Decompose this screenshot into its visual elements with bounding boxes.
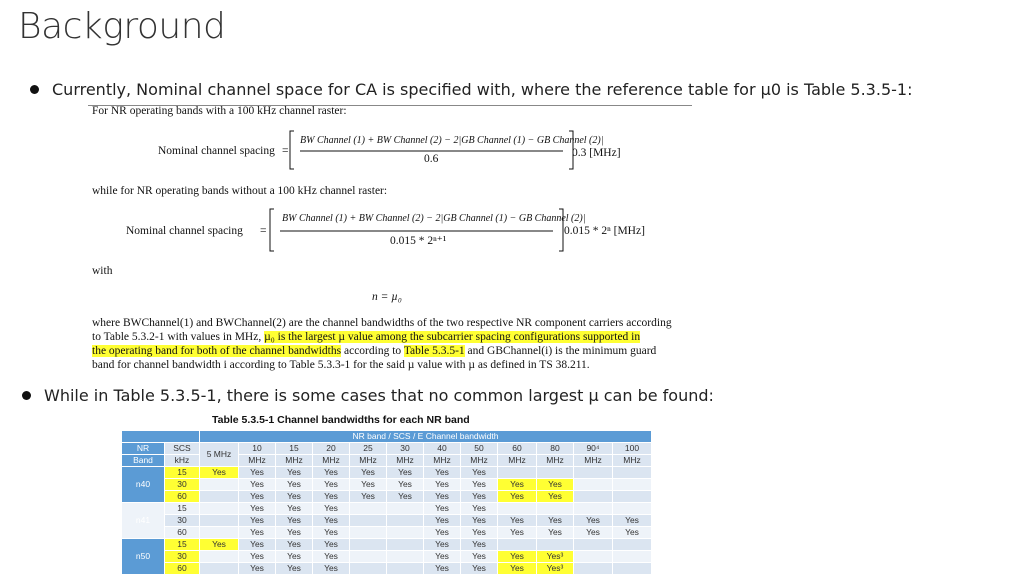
scs-cell: 15 bbox=[165, 539, 200, 551]
bandwidth-cell: Yes bbox=[498, 515, 537, 527]
header-top-2: 5 MHz bbox=[200, 443, 239, 467]
header-top-10: 60 bbox=[498, 443, 537, 455]
bandwidth-cell: Yes bbox=[424, 515, 461, 527]
scs-cell: 15 bbox=[165, 503, 200, 515]
bandwidth-cell: Yes bbox=[461, 551, 498, 563]
slide-title: Background bbox=[18, 6, 226, 47]
bandwidth-cell bbox=[498, 467, 537, 479]
bandwidth-cell bbox=[537, 539, 574, 551]
spec-excerpt-image bbox=[88, 101, 692, 373]
formula-1-label: Nominal channel spacing bbox=[158, 145, 275, 157]
bandwidth-cell: Yes bbox=[313, 563, 350, 575]
where-2a: to Table 5.3.2-1 with values in MHz, bbox=[92, 331, 265, 343]
band-name-cell: n41 bbox=[122, 503, 165, 539]
bandwidth-cell: Yes bbox=[424, 467, 461, 479]
bullet-2-text: While in Table 5.3.5-1, there is some cases that no common largest µ can be found: bbox=[44, 386, 714, 405]
bandwidth-cell: Yes bbox=[498, 527, 537, 539]
bandwidth-cell bbox=[574, 491, 613, 503]
bandwidth-cell: Yes bbox=[276, 503, 313, 515]
bandwidth-cell: Yes bbox=[387, 467, 424, 479]
bandwidth-cell: Yes bbox=[350, 491, 387, 503]
bandwidth-cell bbox=[574, 551, 613, 563]
group-header: NR band / SCS / E Channel bandwidth bbox=[200, 431, 652, 443]
bandwidth-cell: Yes bbox=[313, 491, 350, 503]
bandwidth-cell: Yes bbox=[239, 551, 276, 563]
table-row bbox=[122, 515, 652, 527]
bandwidth-cell: Yes bbox=[424, 491, 461, 503]
formula-1-numerator: BW Channel (1) + BW Channel (2) − 2|GB Channel (1) − GB Channel (2)| bbox=[300, 135, 604, 146]
scs-cell: 30 bbox=[165, 551, 200, 563]
bandwidth-cell bbox=[613, 467, 652, 479]
bandwidth-cell: Yes bbox=[537, 479, 574, 491]
bandwidth-cell: Yes bbox=[424, 563, 461, 575]
bandwidth-cell: Yes bbox=[276, 527, 313, 539]
bandwidth-cell bbox=[387, 503, 424, 515]
where-2b-highlight: µ₀ is the largest µ value among the subcarrier spacing configurations supported in bbox=[264, 331, 641, 343]
bandwidth-cell bbox=[537, 503, 574, 515]
bandwidth-cell bbox=[613, 491, 652, 503]
bandwidth-cell bbox=[574, 467, 613, 479]
bullet-1-text: Currently, Nominal channel space for CA is specified with, where the reference table for µ0 is Table 5.3.5-1: bbox=[52, 80, 913, 99]
bandwidth-cell bbox=[387, 515, 424, 527]
formula-2-tail: 0.015 * 2ⁿ [MHz] bbox=[564, 225, 645, 237]
bandwidth-cell bbox=[200, 479, 239, 491]
bandwidth-cell bbox=[200, 527, 239, 539]
bullet-dot-icon bbox=[30, 85, 39, 94]
bandwidth-cell: Yes bbox=[239, 467, 276, 479]
bandwidth-cell: Yes³ bbox=[537, 563, 574, 575]
bandwidth-cell: Yes bbox=[424, 551, 461, 563]
bandwidth-cell: Yes bbox=[461, 563, 498, 575]
bandwidth-cell: Yes bbox=[461, 527, 498, 539]
header-bottom-5: MHz bbox=[350, 455, 387, 467]
bandwidth-cell: Yes bbox=[461, 467, 498, 479]
scs-cell: 60 bbox=[165, 491, 200, 503]
bandwidth-cell: Yes bbox=[239, 515, 276, 527]
band-name-cell: n40 bbox=[122, 467, 165, 503]
bandwidth-cell: Yes bbox=[313, 515, 350, 527]
bandwidth-cell: Yes bbox=[313, 503, 350, 515]
bandwidth-cell: Yes bbox=[239, 539, 276, 551]
bandwidth-cell: Yes bbox=[461, 479, 498, 491]
bandwidth-cell: Yes bbox=[200, 467, 239, 479]
where-3a-highlight: the operating band for both of the channel bandwidths bbox=[92, 345, 342, 357]
header-top-13: 100 bbox=[613, 443, 652, 455]
where-line-2 bbox=[92, 331, 640, 343]
bandwidth-cell: Yes bbox=[387, 491, 424, 503]
scs-cell: 15 bbox=[165, 467, 200, 479]
header-top-7: 30 bbox=[387, 443, 424, 455]
bandwidth-cell bbox=[498, 503, 537, 515]
bandwidth-cell: Yes bbox=[200, 539, 239, 551]
bandwidth-cell: Yes bbox=[424, 539, 461, 551]
bandwidth-cell: Yes bbox=[498, 491, 537, 503]
excerpt-line-3: with bbox=[92, 265, 113, 277]
table-row bbox=[122, 563, 652, 575]
where-3d: and GBChannel(i) is the minimum guard bbox=[464, 345, 657, 357]
bullet-1 bbox=[30, 80, 912, 99]
where-line-4: band for channel bandwidth i according to Table 5.3.3-1 for the said µ value with µ as defined in TS 38.211. bbox=[92, 359, 590, 371]
bandwidth-cell bbox=[387, 551, 424, 563]
bandwidth-cell bbox=[537, 467, 574, 479]
table-row bbox=[122, 491, 652, 503]
table-row bbox=[122, 467, 652, 479]
bandwidth-cell bbox=[350, 539, 387, 551]
bandwidth-cell bbox=[574, 503, 613, 515]
where-line-1: where BWChannel(1) and BWChannel(2) are the channel bandwidths of the two respective NR component carriers according bbox=[92, 317, 672, 329]
formula-2-numerator: BW Channel (1) + BW Channel (2) − 2|GB Channel (1) − GB Channel (2)| bbox=[282, 213, 586, 224]
bandwidth-cell: Yes bbox=[461, 539, 498, 551]
bandwidth-cell bbox=[613, 503, 652, 515]
bullet-dot-icon bbox=[22, 391, 31, 400]
bandwidth-cell: Yes bbox=[276, 551, 313, 563]
scs-cell: 30 bbox=[165, 515, 200, 527]
bandwidth-cell bbox=[387, 527, 424, 539]
header-top-8: 40 bbox=[424, 443, 461, 455]
bandwidth-cell: Yes bbox=[387, 479, 424, 491]
bandwidth-cell: Yes bbox=[313, 539, 350, 551]
bandwidth-cell: Yes bbox=[276, 479, 313, 491]
header-bottom-8: MHz bbox=[461, 455, 498, 467]
bandwidth-cell bbox=[350, 551, 387, 563]
excerpt-line-2: while for NR operating bands without a 100 kHz channel raster: bbox=[92, 185, 388, 197]
bandwidth-cell: Yes bbox=[239, 563, 276, 575]
bullet-2 bbox=[22, 386, 714, 405]
bandwidth-cell: Yes bbox=[498, 563, 537, 575]
table-row bbox=[122, 539, 652, 551]
bandwidth-cell bbox=[350, 503, 387, 515]
bandwidth-cell: Yes bbox=[276, 563, 313, 575]
bandwidth-cell: Yes bbox=[239, 527, 276, 539]
bandwidth-cell bbox=[350, 563, 387, 575]
bandwidth-cell: Yes bbox=[537, 515, 574, 527]
table-row bbox=[122, 551, 652, 563]
bandwidth-cell bbox=[200, 491, 239, 503]
bandwidth-cell: Yes bbox=[276, 539, 313, 551]
header-top-6: 25 bbox=[350, 443, 387, 455]
header-top-5: 20 bbox=[313, 443, 350, 455]
formula-2-label: Nominal channel spacing bbox=[126, 225, 243, 237]
bandwidth-cell bbox=[574, 563, 613, 575]
scs-cell: 60 bbox=[165, 527, 200, 539]
formula-1-equals: = bbox=[282, 145, 289, 157]
bandwidth-cell: Yes bbox=[424, 527, 461, 539]
bandwidth-cell: Yes bbox=[461, 491, 498, 503]
header-bottom-9: MHz bbox=[498, 455, 537, 467]
bandwidth-cell bbox=[350, 527, 387, 539]
bandwidth-cell bbox=[498, 539, 537, 551]
bandwidth-cell: Yes bbox=[313, 467, 350, 479]
bandwidth-cell: Yes bbox=[613, 515, 652, 527]
bandwidth-cell: Yes bbox=[461, 503, 498, 515]
bandwidth-cell bbox=[200, 503, 239, 515]
table-row bbox=[122, 527, 652, 539]
header-bottom-12: MHz bbox=[613, 455, 652, 467]
bandwidth-cell: Yes bbox=[424, 479, 461, 491]
formula-2-equals: = bbox=[260, 225, 267, 237]
bandwidth-cell: Yes bbox=[350, 479, 387, 491]
header-bottom-6: MHz bbox=[387, 455, 424, 467]
bandwidth-cell: Yes bbox=[239, 491, 276, 503]
header-top-4: 15 bbox=[276, 443, 313, 455]
header-bottom-3: MHz bbox=[276, 455, 313, 467]
bandwidth-cell bbox=[387, 563, 424, 575]
bandwidth-cell bbox=[200, 515, 239, 527]
bandwidth-cell bbox=[200, 563, 239, 575]
header-bottom-11: MHz bbox=[574, 455, 613, 467]
formula-2-denominator: 0.015 * 2ⁿ⁺¹ bbox=[390, 235, 447, 247]
header-top-11: 80 bbox=[537, 443, 574, 455]
header-blank bbox=[122, 431, 200, 443]
bandwidth-cell: Yes³ bbox=[537, 551, 574, 563]
header-top-0: NR bbox=[122, 443, 165, 455]
excerpt-line-1: For NR operating bands with a 100 kHz channel raster: bbox=[92, 105, 347, 117]
header-top-12: 90⁴ bbox=[574, 443, 613, 455]
header-top-3: 10 bbox=[239, 443, 276, 455]
bandwidth-cell: Yes bbox=[424, 503, 461, 515]
bandwidth-cell: Yes bbox=[350, 467, 387, 479]
bandwidth-cell bbox=[387, 539, 424, 551]
header-bottom-2: MHz bbox=[239, 455, 276, 467]
bandwidth-cell bbox=[200, 551, 239, 563]
table-row bbox=[122, 479, 652, 491]
band-name-cell: n50 bbox=[122, 539, 165, 575]
header-bottom-0: Band bbox=[122, 455, 165, 467]
bandwidth-cell: Yes bbox=[276, 515, 313, 527]
header-top-1: SCS bbox=[165, 443, 200, 455]
bandwidth-cell: Yes bbox=[498, 551, 537, 563]
where-line-3 bbox=[92, 345, 656, 357]
scs-cell: 60 bbox=[165, 563, 200, 575]
bandwidth-cell: Yes bbox=[574, 515, 613, 527]
bandwidth-cell: Yes bbox=[239, 479, 276, 491]
bandwidth-cell: Yes bbox=[613, 527, 652, 539]
bandwidth-cell: Yes bbox=[498, 479, 537, 491]
where-3b: according to bbox=[341, 345, 404, 357]
bandwidth-cell bbox=[613, 551, 652, 563]
bandwidth-cell bbox=[613, 539, 652, 551]
header-top-9: 50 bbox=[461, 443, 498, 455]
bandwidth-cell bbox=[613, 563, 652, 575]
header-bottom-4: MHz bbox=[313, 455, 350, 467]
bandwidth-cell: Yes bbox=[537, 491, 574, 503]
table-caption: Table 5.3.5-1 Channel bandwidths for each NR band bbox=[212, 414, 470, 426]
header-bottom-10: MHz bbox=[537, 455, 574, 467]
bandwidth-cell: Yes bbox=[313, 527, 350, 539]
formula-1-denominator: 0.6 bbox=[424, 153, 439, 165]
bandwidth-cell: Yes bbox=[276, 467, 313, 479]
bandwidth-cell bbox=[613, 479, 652, 491]
formula-3: n = µ₀ bbox=[372, 291, 402, 303]
bandwidth-cell: Yes bbox=[537, 527, 574, 539]
where-3c-highlight: Table 5.3.5-1 bbox=[403, 345, 465, 357]
bandwidth-cell bbox=[574, 539, 613, 551]
header-bottom-7: MHz bbox=[424, 455, 461, 467]
bandwidth-cell: Yes bbox=[239, 503, 276, 515]
bandwidth-cell: Yes bbox=[276, 491, 313, 503]
channel-bandwidth-table bbox=[121, 430, 652, 575]
bandwidth-cell bbox=[574, 479, 613, 491]
formula-1-tail: 0.3 [MHz] bbox=[572, 147, 621, 159]
bandwidth-cell: Yes bbox=[313, 479, 350, 491]
bandwidth-cell: Yes bbox=[461, 515, 498, 527]
scs-cell: 30 bbox=[165, 479, 200, 491]
table-row bbox=[122, 503, 652, 515]
bandwidth-cell bbox=[350, 515, 387, 527]
bandwidth-cell: Yes bbox=[313, 551, 350, 563]
bandwidth-cell: Yes bbox=[574, 527, 613, 539]
header-bottom-1: kHz bbox=[165, 455, 200, 467]
